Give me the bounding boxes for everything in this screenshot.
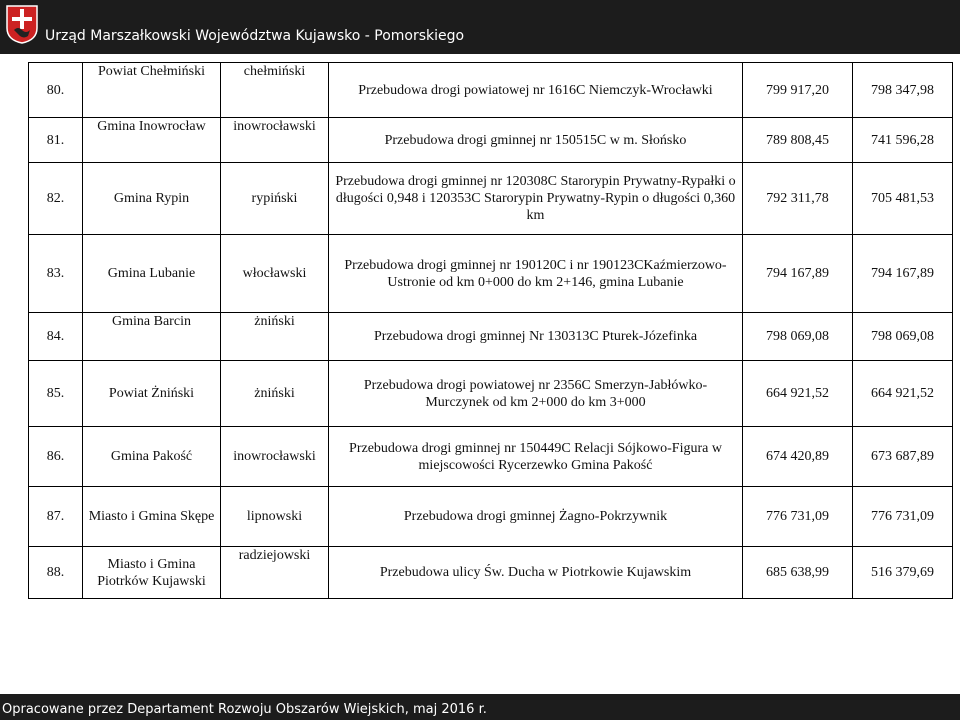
table-row [29,547,953,599]
row-number: 82. [29,163,83,235]
grant-amount-cell: 776 731,09 [853,487,953,547]
project-title-cell: Przebudowa drogi powiatowej nr 1616C Niemczyk-Wrocławki [329,63,743,118]
table-row [29,163,953,235]
project-title-cell: Przebudowa drogi gminnej Żagno-Pokrzywnik [329,487,743,547]
table-row [29,487,953,547]
county-cell: inowrocławski [221,118,329,163]
footer-bar [0,694,960,720]
beneficiary-cell: Powiat Chełmiński [83,63,221,118]
projects-table [28,62,953,599]
row-number: 87. [29,487,83,547]
row-number: 80. [29,63,83,118]
beneficiary-cell: Miasto i Gmina Piotrków Kujawski [83,547,221,599]
total-cost-cell: 792 311,78 [743,163,853,235]
project-title-cell: Przebudowa drogi gminnej Nr 130313C Pturek-Józefinka [329,313,743,361]
grant-amount-cell: 664 921,52 [853,361,953,427]
table-row [29,118,953,163]
beneficiary-cell: Gmina Inowrocław [83,118,221,163]
project-title-cell: Przebudowa drogi gminnej nr 190120C i nr 190123CKaźmierzowo-Ustronie od km 0+000 do km 2+146, gmina Lubanie [329,235,743,313]
county-cell: żniński [221,361,329,427]
projects-table-wrapper [28,62,952,622]
beneficiary-cell: Powiat Żniński [83,361,221,427]
total-cost-cell: 685 638,99 [743,547,853,599]
total-cost-cell: 799 917,20 [743,63,853,118]
header-bar [0,0,960,54]
beneficiary-cell: Gmina Pakość [83,427,221,487]
county-cell: inowrocławski [221,427,329,487]
row-number: 88. [29,547,83,599]
total-cost-cell: 789 808,45 [743,118,853,163]
project-title-cell: Przebudowa drogi gminnej nr 150449C Relacji Sójkowo-Figura w miejscowości Rycerzewko Gmina Pakość [329,427,743,487]
row-number: 83. [29,235,83,313]
county-cell: żniński [221,313,329,361]
table-row [29,313,953,361]
total-cost-cell: 776 731,09 [743,487,853,547]
beneficiary-cell: Miasto i Gmina Skępe [83,487,221,547]
row-number: 84. [29,313,83,361]
total-cost-cell: 798 069,08 [743,313,853,361]
county-cell: lipnowski [221,487,329,547]
coat-of-arms-icon [5,4,39,44]
row-number: 85. [29,361,83,427]
table-row [29,361,953,427]
grant-amount-cell: 741 596,28 [853,118,953,163]
beneficiary-cell: Gmina Rypin [83,163,221,235]
grant-amount-cell: 705 481,53 [853,163,953,235]
grant-amount-cell: 798 347,98 [853,63,953,118]
row-number: 86. [29,427,83,487]
footer-credit: Opracowane przez Departament Rozwoju Obszarów Wiejskich, maj 2016 r. [2,702,487,717]
beneficiary-cell: Gmina Barcin [83,313,221,361]
project-title-cell: Przebudowa drogi gminnej nr 120308C Starorypin Prywatny-Rypałki o długości 0,948 i 120353C Starorypin Prywatny-Rypin o długości 0,360 km [329,163,743,235]
grant-amount-cell: 798 069,08 [853,313,953,361]
project-title-cell: Przebudowa drogi powiatowej nr 2356C Smerzyn-Jabłówko-Murczynek od km 2+000 do km 3+000 [329,361,743,427]
county-cell: włocławski [221,235,329,313]
table-row [29,427,953,487]
county-cell: chełmiński [221,63,329,118]
project-title-cell: Przebudowa drogi gminnej nr 150515C w m. Słońsko [329,118,743,163]
total-cost-cell: 674 420,89 [743,427,853,487]
county-cell: rypiński [221,163,329,235]
grant-amount-cell: 794 167,89 [853,235,953,313]
row-number: 81. [29,118,83,163]
total-cost-cell: 794 167,89 [743,235,853,313]
grant-amount-cell: 516 379,69 [853,547,953,599]
header-title: Urząd Marszałkowski Województwa Kujawsko - Pomorskiego [45,28,465,44]
table-row [29,235,953,313]
grant-amount-cell: 673 687,89 [853,427,953,487]
county-cell: radziejowski [221,547,329,599]
total-cost-cell: 664 921,52 [743,361,853,427]
project-title-cell: Przebudowa ulicy Św. Ducha w Piotrkowie Kujawskim [329,547,743,599]
table-row [29,63,953,118]
beneficiary-cell: Gmina Lubanie [83,235,221,313]
